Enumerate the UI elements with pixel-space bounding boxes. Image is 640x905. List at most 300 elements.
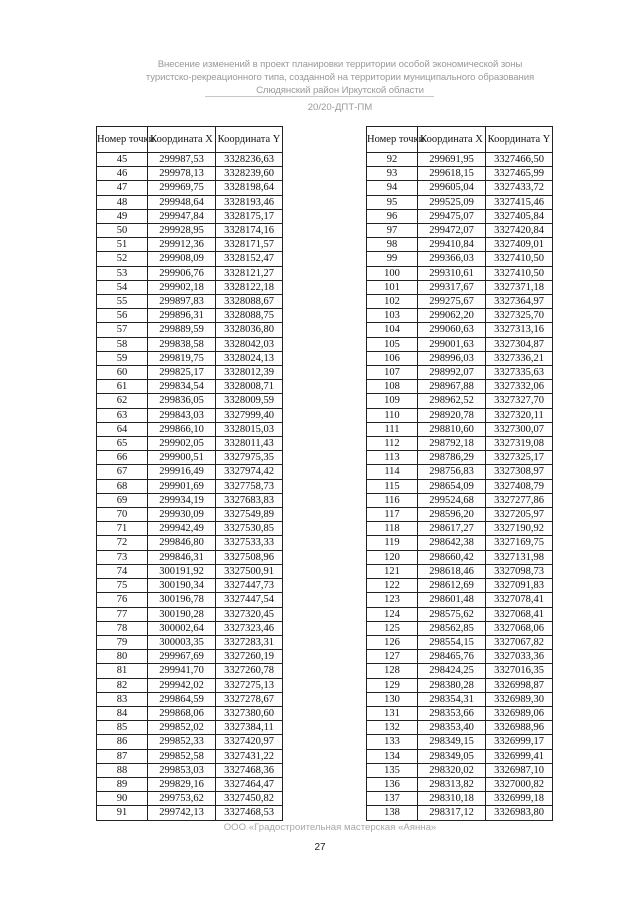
cell-coordinate-y: 3328174,16 xyxy=(216,224,283,238)
table-row xyxy=(97,266,283,280)
cell-coordinate-x: 299275,67 xyxy=(418,295,486,309)
cell-coordinate-x: 299618,15 xyxy=(418,167,486,181)
cell-coordinate-x: 299742,13 xyxy=(148,806,216,820)
cell-coordinate-x: 298353,40 xyxy=(418,721,486,735)
cell-coordinate-x: 299060,63 xyxy=(418,323,486,337)
cell-coordinate-x: 298996,03 xyxy=(418,351,486,365)
table-row xyxy=(97,295,283,309)
table-header-row xyxy=(97,127,283,153)
cell-point-number: 98 xyxy=(367,238,418,252)
cell-coordinate-y: 3328171,57 xyxy=(216,238,283,252)
cell-coordinate-x: 299852,58 xyxy=(148,749,216,763)
cell-coordinate-y: 3327319,08 xyxy=(486,437,553,451)
cell-coordinate-x: 299852,33 xyxy=(148,735,216,749)
page-number: 27 xyxy=(314,842,326,853)
table-row xyxy=(367,735,553,749)
cell-coordinate-y: 3328152,47 xyxy=(216,252,283,266)
cell-coordinate-x: 299942,02 xyxy=(148,678,216,692)
table-row xyxy=(367,792,553,806)
table-row xyxy=(367,295,553,309)
cell-coordinate-y: 3327332,06 xyxy=(486,380,553,394)
cell-coordinate-y: 3327371,18 xyxy=(486,280,553,294)
table-row xyxy=(367,593,553,607)
cell-coordinate-y: 3327410,50 xyxy=(486,252,553,266)
cell-coordinate-x: 299866,10 xyxy=(148,422,216,436)
table-row xyxy=(97,721,283,735)
cell-coordinate-y: 3328236,63 xyxy=(216,153,283,167)
cell-coordinate-y: 3326989,30 xyxy=(486,692,553,706)
cell-point-number: 80 xyxy=(97,650,148,664)
cell-coordinate-y: 3328009,59 xyxy=(216,394,283,408)
table-row xyxy=(97,579,283,593)
cell-coordinate-y: 3328088,75 xyxy=(216,309,283,323)
cell-coordinate-y: 3327974,42 xyxy=(216,465,283,479)
cell-coordinate-y: 3328193,46 xyxy=(216,195,283,209)
table-row xyxy=(367,579,553,593)
cell-point-number: 113 xyxy=(367,451,418,465)
table-row xyxy=(367,465,553,479)
cell-coordinate-y: 3328198,64 xyxy=(216,181,283,195)
cell-coordinate-y: 3327323,46 xyxy=(216,621,283,635)
cell-coordinate-y: 3326998,87 xyxy=(486,678,553,692)
cell-coordinate-y: 3327320,45 xyxy=(216,607,283,621)
cell-coordinate-y: 3327016,35 xyxy=(486,664,553,678)
cell-point-number: 136 xyxy=(367,777,418,791)
table-row xyxy=(367,323,553,337)
cell-point-number: 59 xyxy=(97,351,148,365)
cell-coordinate-x: 299908,09 xyxy=(148,252,216,266)
cell-coordinate-x: 299897,83 xyxy=(148,295,216,309)
table-row xyxy=(97,564,283,578)
cell-point-number: 53 xyxy=(97,266,148,280)
table-row xyxy=(367,380,553,394)
table-row xyxy=(97,536,283,550)
table-row xyxy=(97,664,283,678)
table-row xyxy=(367,706,553,720)
cell-coordinate-y: 3327327,70 xyxy=(486,394,553,408)
table-row xyxy=(367,309,553,323)
table-row xyxy=(97,323,283,337)
table-row xyxy=(367,252,553,266)
cell-coordinate-x: 299901,69 xyxy=(148,479,216,493)
cell-point-number: 81 xyxy=(97,664,148,678)
cell-point-number: 95 xyxy=(367,195,418,209)
cell-point-number: 123 xyxy=(367,593,418,607)
cell-coordinate-y: 3327169,75 xyxy=(486,536,553,550)
cell-point-number: 128 xyxy=(367,664,418,678)
cell-point-number: 64 xyxy=(97,422,148,436)
cell-point-number: 125 xyxy=(367,621,418,635)
cell-coordinate-y: 3327304,87 xyxy=(486,337,553,351)
table-row xyxy=(367,635,553,649)
cell-coordinate-y: 3328122,18 xyxy=(216,280,283,294)
cell-point-number: 135 xyxy=(367,763,418,777)
table-row xyxy=(367,394,553,408)
cell-coordinate-y: 3326988,96 xyxy=(486,721,553,735)
table-row xyxy=(97,394,283,408)
cell-point-number: 55 xyxy=(97,295,148,309)
cell-coordinate-x: 298317,12 xyxy=(418,806,486,820)
table-row xyxy=(367,607,553,621)
table-row xyxy=(367,522,553,536)
cell-coordinate-y: 3327091,83 xyxy=(486,579,553,593)
cell-coordinate-y: 3327364,97 xyxy=(486,295,553,309)
cell-coordinate-y: 3327190,92 xyxy=(486,522,553,536)
cell-coordinate-x: 300003,35 xyxy=(148,635,216,649)
cell-point-number: 45 xyxy=(97,153,148,167)
cell-coordinate-y: 3326983,80 xyxy=(486,806,553,820)
cell-point-number: 91 xyxy=(97,806,148,820)
cell-coordinate-x: 298562,85 xyxy=(418,621,486,635)
table-row xyxy=(367,621,553,635)
cell-coordinate-y: 3327466,50 xyxy=(486,153,553,167)
table-row xyxy=(97,408,283,422)
table-row xyxy=(97,153,283,167)
organization-footer: ООО «Градостроительная мастерская «Аянна» xyxy=(223,822,437,833)
cell-coordinate-y: 3327313,16 xyxy=(486,323,553,337)
cell-coordinate-x: 300190,28 xyxy=(148,607,216,621)
cell-coordinate-y: 3328239,60 xyxy=(216,167,283,181)
cell-coordinate-y: 3327380,60 xyxy=(216,706,283,720)
cell-point-number: 52 xyxy=(97,252,148,266)
table-row xyxy=(97,678,283,692)
table-row xyxy=(367,536,553,550)
cell-coordinate-x: 299524,68 xyxy=(418,493,486,507)
cell-coordinate-x: 298962,52 xyxy=(418,394,486,408)
cell-point-number: 68 xyxy=(97,479,148,493)
cell-coordinate-x: 298320,02 xyxy=(418,763,486,777)
cell-coordinate-x: 298310,18 xyxy=(418,792,486,806)
cell-point-number: 132 xyxy=(367,721,418,735)
cell-coordinate-x: 299825,17 xyxy=(148,366,216,380)
header-line-1: Внесение изменений в проект планировки территории особой экономической зоны xyxy=(157,59,523,70)
cell-point-number: 93 xyxy=(367,167,418,181)
cell-coordinate-y: 3327384,11 xyxy=(216,721,283,735)
table-row xyxy=(97,351,283,365)
cell-coordinate-x: 299930,09 xyxy=(148,508,216,522)
cell-coordinate-x: 299410,84 xyxy=(418,238,486,252)
table-row xyxy=(97,451,283,465)
cell-coordinate-y: 3327450,82 xyxy=(216,792,283,806)
cell-coordinate-y: 3327999,40 xyxy=(216,408,283,422)
cell-point-number: 85 xyxy=(97,721,148,735)
cell-coordinate-x: 299902,05 xyxy=(148,437,216,451)
cell-coordinate-x: 299934,19 xyxy=(148,493,216,507)
cell-point-number: 105 xyxy=(367,337,418,351)
cell-point-number: 97 xyxy=(367,224,418,238)
cell-coordinate-y: 3327283,31 xyxy=(216,635,283,649)
cell-point-number: 112 xyxy=(367,437,418,451)
cell-point-number: 99 xyxy=(367,252,418,266)
cell-coordinate-x: 299900,51 xyxy=(148,451,216,465)
cell-point-number: 119 xyxy=(367,536,418,550)
table-row xyxy=(97,337,283,351)
table-row xyxy=(367,209,553,223)
cell-point-number: 50 xyxy=(97,224,148,238)
cell-coordinate-y: 3327325,17 xyxy=(486,451,553,465)
cell-point-number: 111 xyxy=(367,422,418,436)
cell-coordinate-x: 298792,18 xyxy=(418,437,486,451)
cell-coordinate-x: 298349,15 xyxy=(418,735,486,749)
cell-coordinate-y: 3327308,97 xyxy=(486,465,553,479)
cell-point-number: 109 xyxy=(367,394,418,408)
cell-coordinate-y: 3327549,89 xyxy=(216,508,283,522)
cell-coordinate-x: 299317,67 xyxy=(418,280,486,294)
column-header-y: Координата Y xyxy=(486,127,553,153)
cell-coordinate-y: 3326999,17 xyxy=(486,735,553,749)
cell-coordinate-y: 3327068,06 xyxy=(486,621,553,635)
cell-point-number: 129 xyxy=(367,678,418,692)
cell-coordinate-y: 3327275,13 xyxy=(216,678,283,692)
cell-coordinate-x: 299062,20 xyxy=(418,309,486,323)
cell-coordinate-x: 298756,83 xyxy=(418,465,486,479)
cell-coordinate-y: 3327409,01 xyxy=(486,238,553,252)
cell-coordinate-x: 299889,59 xyxy=(148,323,216,337)
cell-point-number: 72 xyxy=(97,536,148,550)
cell-point-number: 88 xyxy=(97,763,148,777)
table-row xyxy=(97,607,283,621)
cell-point-number: 69 xyxy=(97,493,148,507)
table-row xyxy=(97,280,283,294)
cell-point-number: 89 xyxy=(97,777,148,791)
cell-point-number: 106 xyxy=(367,351,418,365)
cell-coordinate-y: 3327405,84 xyxy=(486,209,553,223)
cell-point-number: 117 xyxy=(367,508,418,522)
table-row xyxy=(367,351,553,365)
table-row xyxy=(367,692,553,706)
cell-coordinate-y: 3326989,06 xyxy=(486,706,553,720)
cell-coordinate-x: 299948,64 xyxy=(148,195,216,209)
cell-coordinate-y: 3327278,67 xyxy=(216,692,283,706)
cell-coordinate-x: 299605,04 xyxy=(418,181,486,195)
cell-point-number: 120 xyxy=(367,550,418,564)
cell-coordinate-x: 299310,61 xyxy=(418,266,486,280)
cell-point-number: 94 xyxy=(367,181,418,195)
cell-point-number: 79 xyxy=(97,635,148,649)
table-row xyxy=(367,749,553,763)
cell-coordinate-x: 299987,53 xyxy=(148,153,216,167)
table-row xyxy=(97,195,283,209)
cell-coordinate-x: 298810,60 xyxy=(418,422,486,436)
cell-coordinate-x: 298575,62 xyxy=(418,607,486,621)
cell-coordinate-x: 299753,62 xyxy=(148,792,216,806)
table-row xyxy=(97,508,283,522)
cell-coordinate-x: 298967,88 xyxy=(418,380,486,394)
cell-coordinate-x: 299902,18 xyxy=(148,280,216,294)
cell-coordinate-x: 299928,95 xyxy=(148,224,216,238)
table-row xyxy=(367,763,553,777)
table-row xyxy=(367,664,553,678)
table-row xyxy=(97,621,283,635)
column-header-x: Координата X xyxy=(148,127,216,153)
cell-coordinate-x: 298654,09 xyxy=(418,479,486,493)
table-row xyxy=(97,366,283,380)
table-row xyxy=(367,337,553,351)
table-row xyxy=(97,593,283,607)
table-row xyxy=(97,550,283,564)
table-row xyxy=(97,209,283,223)
cell-coordinate-x: 299896,31 xyxy=(148,309,216,323)
cell-coordinate-x: 298786,29 xyxy=(418,451,486,465)
table-row xyxy=(97,777,283,791)
cell-coordinate-x: 299843,03 xyxy=(148,408,216,422)
cell-coordinate-x: 299967,69 xyxy=(148,650,216,664)
table-row xyxy=(97,224,283,238)
column-header-y: Координата Y xyxy=(216,127,283,153)
cell-coordinate-y: 3327415,46 xyxy=(486,195,553,209)
cell-coordinate-y: 3328088,67 xyxy=(216,295,283,309)
table-row xyxy=(367,153,553,167)
cell-coordinate-x: 299853,03 xyxy=(148,763,216,777)
cell-coordinate-x: 298617,27 xyxy=(418,522,486,536)
cell-point-number: 138 xyxy=(367,806,418,820)
cell-point-number: 84 xyxy=(97,706,148,720)
cell-point-number: 102 xyxy=(367,295,418,309)
cell-point-number: 96 xyxy=(367,209,418,223)
table-row xyxy=(97,735,283,749)
cell-point-number: 57 xyxy=(97,323,148,337)
table-row xyxy=(367,550,553,564)
cell-coordinate-x: 299868,06 xyxy=(148,706,216,720)
table-row xyxy=(367,366,553,380)
cell-coordinate-y: 3327260,19 xyxy=(216,650,283,664)
table-row xyxy=(367,806,553,820)
cell-coordinate-y: 3327067,82 xyxy=(486,635,553,649)
cell-point-number: 116 xyxy=(367,493,418,507)
cell-coordinate-y: 3327758,73 xyxy=(216,479,283,493)
cell-coordinate-x: 298353,66 xyxy=(418,706,486,720)
cell-coordinate-y: 3328036,80 xyxy=(216,323,283,337)
cell-coordinate-x: 298642,38 xyxy=(418,536,486,550)
cell-coordinate-x: 300190,34 xyxy=(148,579,216,593)
cell-coordinate-y: 3327277,86 xyxy=(486,493,553,507)
cell-point-number: 100 xyxy=(367,266,418,280)
cell-point-number: 118 xyxy=(367,522,418,536)
cell-coordinate-y: 3327320,11 xyxy=(486,408,553,422)
table-row xyxy=(367,280,553,294)
cell-coordinate-y: 3327420,84 xyxy=(486,224,553,238)
cell-point-number: 78 xyxy=(97,621,148,635)
cell-coordinate-y: 3327260,78 xyxy=(216,664,283,678)
cell-coordinate-x: 298349,05 xyxy=(418,749,486,763)
table-row xyxy=(367,422,553,436)
cell-coordinate-y: 3327975,35 xyxy=(216,451,283,465)
cell-coordinate-y: 3327431,22 xyxy=(216,749,283,763)
header-line-2: туристско-рекреационного типа, созданной на территории муниципального образования xyxy=(145,72,535,83)
cell-coordinate-x: 299978,13 xyxy=(148,167,216,181)
cell-coordinate-y: 3328121,27 xyxy=(216,266,283,280)
cell-coordinate-y: 3327068,41 xyxy=(486,607,553,621)
table-row xyxy=(367,721,553,735)
table-row xyxy=(367,678,553,692)
table-row xyxy=(97,380,283,394)
table-row xyxy=(367,224,553,238)
cell-coordinate-x: 299366,03 xyxy=(418,252,486,266)
table-row xyxy=(367,238,553,252)
table-row xyxy=(367,650,553,664)
cell-point-number: 126 xyxy=(367,635,418,649)
table-row xyxy=(97,763,283,777)
table-header-row xyxy=(367,127,553,153)
cell-coordinate-x: 300002,64 xyxy=(148,621,216,635)
cell-coordinate-y: 3327447,73 xyxy=(216,579,283,593)
cell-coordinate-x: 299864,59 xyxy=(148,692,216,706)
cell-coordinate-y: 3327033,36 xyxy=(486,650,553,664)
cell-point-number: 127 xyxy=(367,650,418,664)
cell-coordinate-x: 298660,42 xyxy=(418,550,486,564)
table-row xyxy=(367,437,553,451)
cell-point-number: 121 xyxy=(367,564,418,578)
cell-point-number: 77 xyxy=(97,607,148,621)
cell-coordinate-x: 299472,07 xyxy=(418,224,486,238)
cell-coordinate-x: 298424,25 xyxy=(418,664,486,678)
cell-coordinate-x: 299947,84 xyxy=(148,209,216,223)
cell-point-number: 107 xyxy=(367,366,418,380)
column-header-x: Координата X xyxy=(418,127,486,153)
cell-point-number: 90 xyxy=(97,792,148,806)
cell-coordinate-y: 3326987,10 xyxy=(486,763,553,777)
table-row xyxy=(97,806,283,820)
table-row xyxy=(97,437,283,451)
cell-coordinate-x: 298992,07 xyxy=(418,366,486,380)
header-line-3: Слюдянский район Иркутской области xyxy=(256,85,424,96)
cell-point-number: 76 xyxy=(97,593,148,607)
cell-coordinate-x: 298601,48 xyxy=(418,593,486,607)
cell-point-number: 46 xyxy=(97,167,148,181)
cell-coordinate-y: 3327533,33 xyxy=(216,536,283,550)
table-row xyxy=(367,167,553,181)
cell-point-number: 48 xyxy=(97,195,148,209)
cell-point-number: 71 xyxy=(97,522,148,536)
document-header xyxy=(60,58,620,97)
cell-point-number: 103 xyxy=(367,309,418,323)
table-row xyxy=(97,309,283,323)
cell-point-number: 67 xyxy=(97,465,148,479)
table-row xyxy=(97,252,283,266)
cell-coordinate-y: 3327468,36 xyxy=(216,763,283,777)
cell-point-number: 47 xyxy=(97,181,148,195)
table-row xyxy=(367,508,553,522)
coordinates-table-left xyxy=(96,126,283,821)
cell-coordinate-x: 299836,05 xyxy=(148,394,216,408)
cell-coordinate-x: 298465,76 xyxy=(418,650,486,664)
cell-coordinate-x: 299942,49 xyxy=(148,522,216,536)
cell-point-number: 66 xyxy=(97,451,148,465)
cell-coordinate-y: 3327420,97 xyxy=(216,735,283,749)
cell-coordinate-y: 3327300,07 xyxy=(486,422,553,436)
cell-coordinate-x: 299906,76 xyxy=(148,266,216,280)
cell-coordinate-y: 3327433,72 xyxy=(486,181,553,195)
cell-point-number: 60 xyxy=(97,366,148,380)
cell-coordinate-y: 3328175,17 xyxy=(216,209,283,223)
table-row xyxy=(367,451,553,465)
cell-coordinate-x: 300191,92 xyxy=(148,564,216,578)
cell-coordinate-y: 3327335,63 xyxy=(486,366,553,380)
cell-coordinate-y: 3328015,03 xyxy=(216,422,283,436)
document-code: 20/20-ДПТ-ПМ xyxy=(307,102,373,113)
table-row xyxy=(367,777,553,791)
table-row xyxy=(97,635,283,649)
cell-point-number: 82 xyxy=(97,678,148,692)
cell-coordinate-x: 299912,36 xyxy=(148,238,216,252)
column-header-point-number: Номер точки xyxy=(97,127,148,153)
cell-coordinate-y: 3328024,13 xyxy=(216,351,283,365)
cell-coordinate-x: 298596,20 xyxy=(418,508,486,522)
cell-coordinate-y: 3328011,43 xyxy=(216,437,283,451)
cell-point-number: 54 xyxy=(97,280,148,294)
cell-coordinate-y: 3327530,85 xyxy=(216,522,283,536)
table-row xyxy=(97,493,283,507)
